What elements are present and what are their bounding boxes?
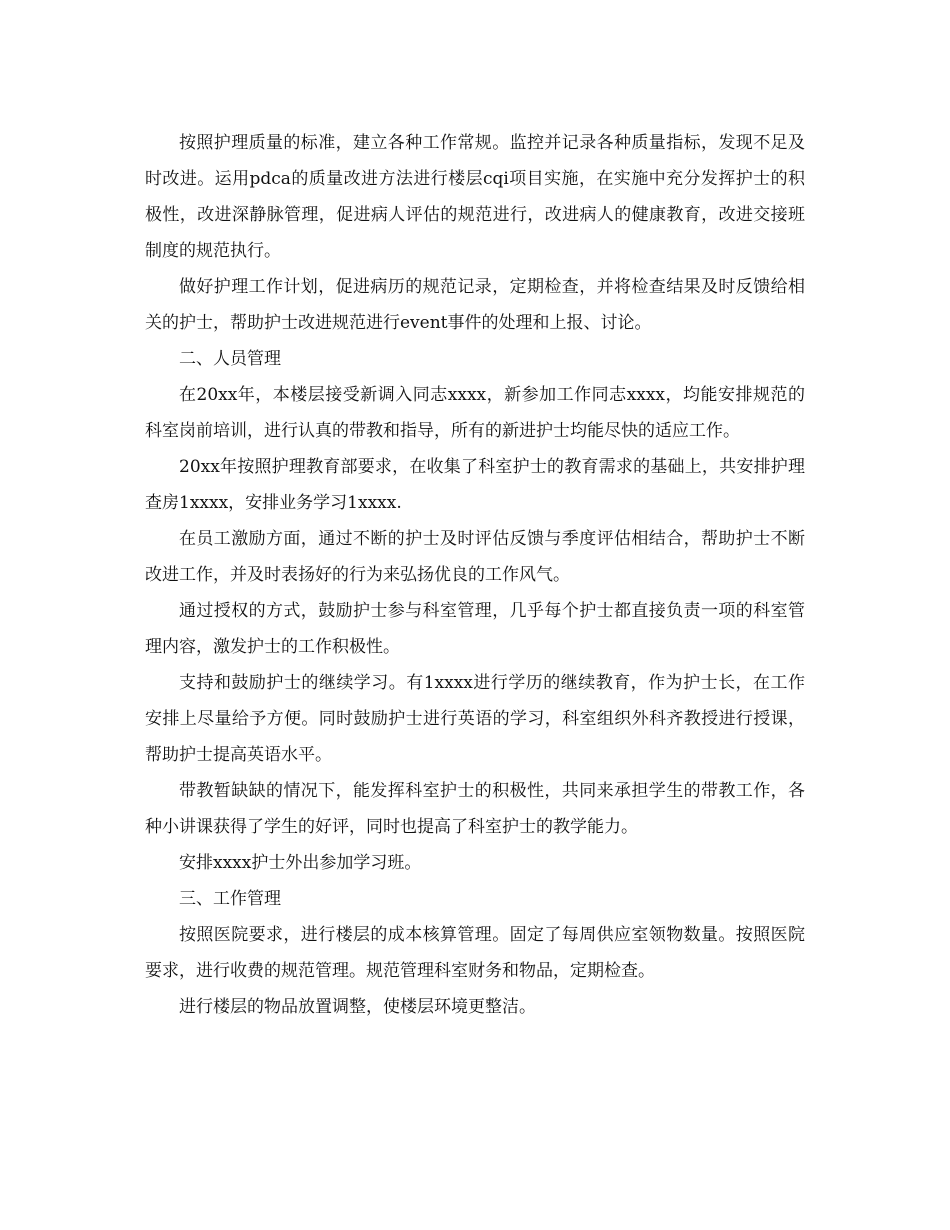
paragraph-environment: 进行楼层的物品放置调整，使楼层环境更整洁。 [179,997,536,1017]
paragraph-quality-standards: 按照护理质量的标准，建立各种工作常规。监控并记录各种质量指标，发现不足及时改进。运用pdca的质量改进方法进行楼层cqi项目实施，在实施中充分发挥护士的积极性，改进深静脉管理，促进病人评估的规范进行，改进病人的健康教育，改进交接班制度的规范执行。 [145,133,805,261]
paragraph-nursing-plan: 做好护理工作计划，促进病历的规范记录，定期检查，并将检查结果及时反馈给相关的护士，帮助护士改进规范进行event事件的处理和上报、讨论。 [145,277,805,333]
paragraph-authorization: 通过授权的方式，鼓励护士参与科室管理，几乎每个护士都直接负责一项的科室管理内容，激发护士的工作积极性。 [145,601,805,657]
paragraph-incentives: 在员工激励方面，通过不断的护士及时评估反馈与季度评估相结合，帮助护士不断改进工作，并及时表扬好的行为来弘扬优良的工作风气。 [145,529,805,585]
section-heading-personnel: 二、人员管理 [179,349,281,369]
paragraph-cost-management: 按照医院要求，进行楼层的成本核算管理。固定了每周供应室领物数量。按照医院要求，进行收费的规范管理。规范管理科室财务和物品，定期检查。 [145,925,805,981]
section-heading-work: 三、工作管理 [179,889,281,909]
paragraph-training-classes: 安排xxxx护士外出参加学习班。 [179,853,422,873]
paragraph-continuing-study: 支持和鼓励护士的继续学习。有1xxxx进行学历的继续教育，作为护士长，在工作安排上尽量给予方便。同时鼓励护士进行英语的学习，科室组织外科齐教授进行授课，帮助护士提高英语水平。 [145,673,805,765]
paragraph-education: 20xx年按照护理教育部要求，在收集了科室护士的教育需求的基础上，共安排护理查房1xxxx，安排业务学习1xxxx. [145,457,805,513]
document-body [145,125,805,1025]
paragraph-new-staff: 在20xx年，本楼层接受新调入同志xxxx，新参加工作同志xxxx，均能安排规范的科室岗前培训，进行认真的带教和指导，所有的新进护士均能尽快的适应工作。 [145,385,805,441]
paragraph-teaching: 带教暂缺缺的情况下，能发挥科室护士的积极性，共同来承担学生的带教工作，各种小讲课获得了学生的好评，同时也提高了科室护士的教学能力。 [145,781,805,837]
